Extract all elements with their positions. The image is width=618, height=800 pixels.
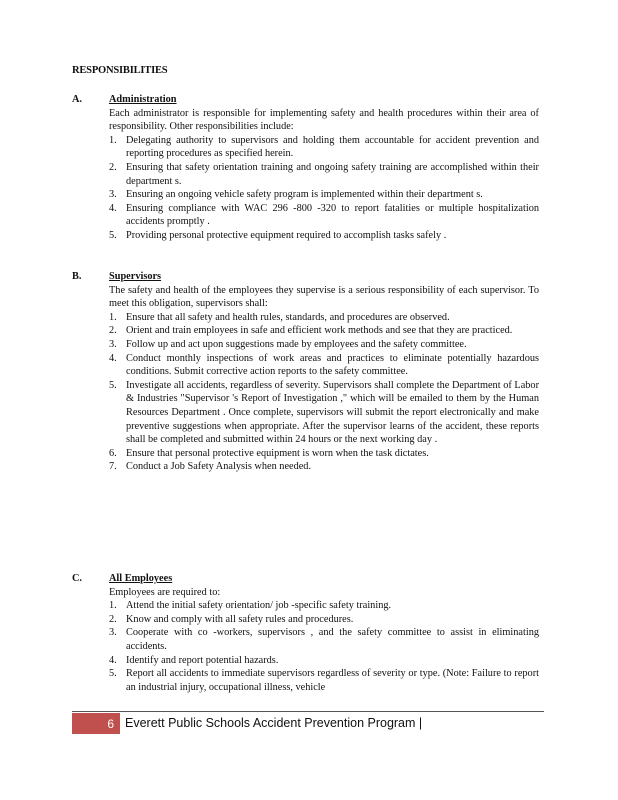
list-item (109, 667, 539, 694)
page-heading: RESPONSIBILITIES (72, 65, 168, 76)
list-item (109, 447, 539, 461)
page-number: 6 (107, 716, 114, 731)
list-item (109, 352, 539, 379)
item-text: Orient and train employees in safe and efficient work methods and see that they are practiced. (126, 325, 513, 337)
item-text: Conduct monthly inspections of work areas and practices to eliminate potentially hazardous conditions. Submit corrective action reports to the safety committee. (126, 352, 539, 378)
list-item (109, 134, 539, 161)
section-intro: Employees are required to: (109, 586, 221, 598)
list-item (109, 311, 539, 325)
responsibility-list (109, 134, 539, 243)
item-number: 2. (109, 613, 117, 625)
section-body (109, 107, 539, 243)
item-number: 4. (109, 202, 117, 214)
item-text: Know and comply with all safety rules and procedures. (126, 613, 354, 625)
item-text: Investigate all accidents, regardless of severity. Supervisors shall complete the Department of Labor & Industries "Supervisor 's Report of Investigation ," which will be emailed to them by the Human Resources Department . Once complete, supervisors will submit the report electronically and make preventive suggestions when appropriate. After the supervisor learns of the accident, these reports shall be completed and submitted within 24 hours or the next working day . (126, 379, 539, 446)
item-text: Ensure that personal protective equipment is worn when the task dictates. (126, 447, 429, 459)
item-number: 5. (109, 379, 117, 391)
item-number: 7. (109, 461, 117, 473)
item-number: 1. (109, 134, 117, 146)
section-letter: B. (72, 271, 82, 282)
item-text: Cooperate with co -workers, supervisors , and the safety committee to assist in eliminating accidents. (126, 627, 539, 652)
item-text: Report all accidents to immediate supervisors regardless of severity or type. (Note: Failure to report an industrial injury, occupational illness, vehicle (126, 668, 539, 693)
item-text: Identify and report potential hazards. (126, 654, 279, 666)
list-item (109, 161, 539, 188)
item-text: Ensuring an ongoing vehicle safety program is implemented within their department s. (126, 189, 483, 201)
section-title: All Employees (109, 573, 173, 584)
responsibility-list (109, 311, 539, 474)
section-title: Administration (109, 94, 177, 105)
item-number: 4. (109, 352, 117, 364)
list-item (109, 599, 539, 613)
list-item (109, 613, 539, 627)
section-letter: A. (72, 94, 83, 105)
list-item (109, 379, 539, 447)
item-text: Ensuring that safety orientation training and ongoing safety training are accomplished within their department s. (126, 161, 539, 187)
item-number: 2. (109, 325, 117, 337)
list-item (109, 338, 539, 352)
list-item (109, 188, 539, 202)
item-number: 3. (109, 627, 117, 639)
item-text: Ensure that all safety and health rules, standards, and procedures are observed. (126, 311, 450, 323)
section-body (109, 586, 539, 695)
section-letter: C. (72, 573, 83, 584)
section-body (109, 284, 539, 474)
list-item (109, 460, 539, 474)
item-text: Delegating authority to supervisors and holding them accountable for accident prevention and reporting procedures as specified herein. (126, 134, 539, 160)
item-text: Providing personal protective equipment required to accomplish tasks safely . (126, 229, 447, 241)
item-number: 1. (109, 600, 117, 612)
section-title: Supervisors (109, 271, 162, 282)
footer-divider (72, 711, 544, 712)
item-number: 4. (109, 654, 117, 666)
list-item (109, 626, 539, 653)
item-text: Follow up and act upon suggestions made by employees and the safety committee. (126, 338, 467, 350)
item-text: Conduct a Job Safety Analysis when needed. (126, 461, 312, 473)
list-item (109, 229, 539, 243)
item-number: 3. (109, 189, 117, 201)
page-number-badge (72, 713, 120, 734)
list-item (109, 324, 539, 338)
item-number: 6. (109, 447, 117, 459)
list-item (109, 654, 539, 668)
responsibility-list (109, 599, 539, 694)
item-text: Attend the initial safety orientation/ job -specific safety training. (126, 600, 392, 612)
section-intro: Each administrator is responsible for implementing safety and health procedures within their area of responsibility. Other responsibilities include: (109, 107, 539, 133)
section-intro: The safety and health of the employees they supervise is a serious responsibility of each supervisor. To meet this obligation, supervisors shall: (109, 284, 539, 310)
list-item (109, 202, 539, 229)
item-number: 5. (109, 668, 117, 680)
item-number: 5. (109, 229, 117, 241)
footer-title: Everett Public Schools Accident Prevention Program | (125, 716, 423, 730)
item-number: 2. (109, 161, 117, 173)
item-number: 1. (109, 311, 117, 323)
item-number: 3. (109, 338, 117, 350)
item-text: Ensuring compliance with WAC 296 -800 -320 to report fatalities or multiple hospitalization accidents promptly . (126, 202, 539, 228)
